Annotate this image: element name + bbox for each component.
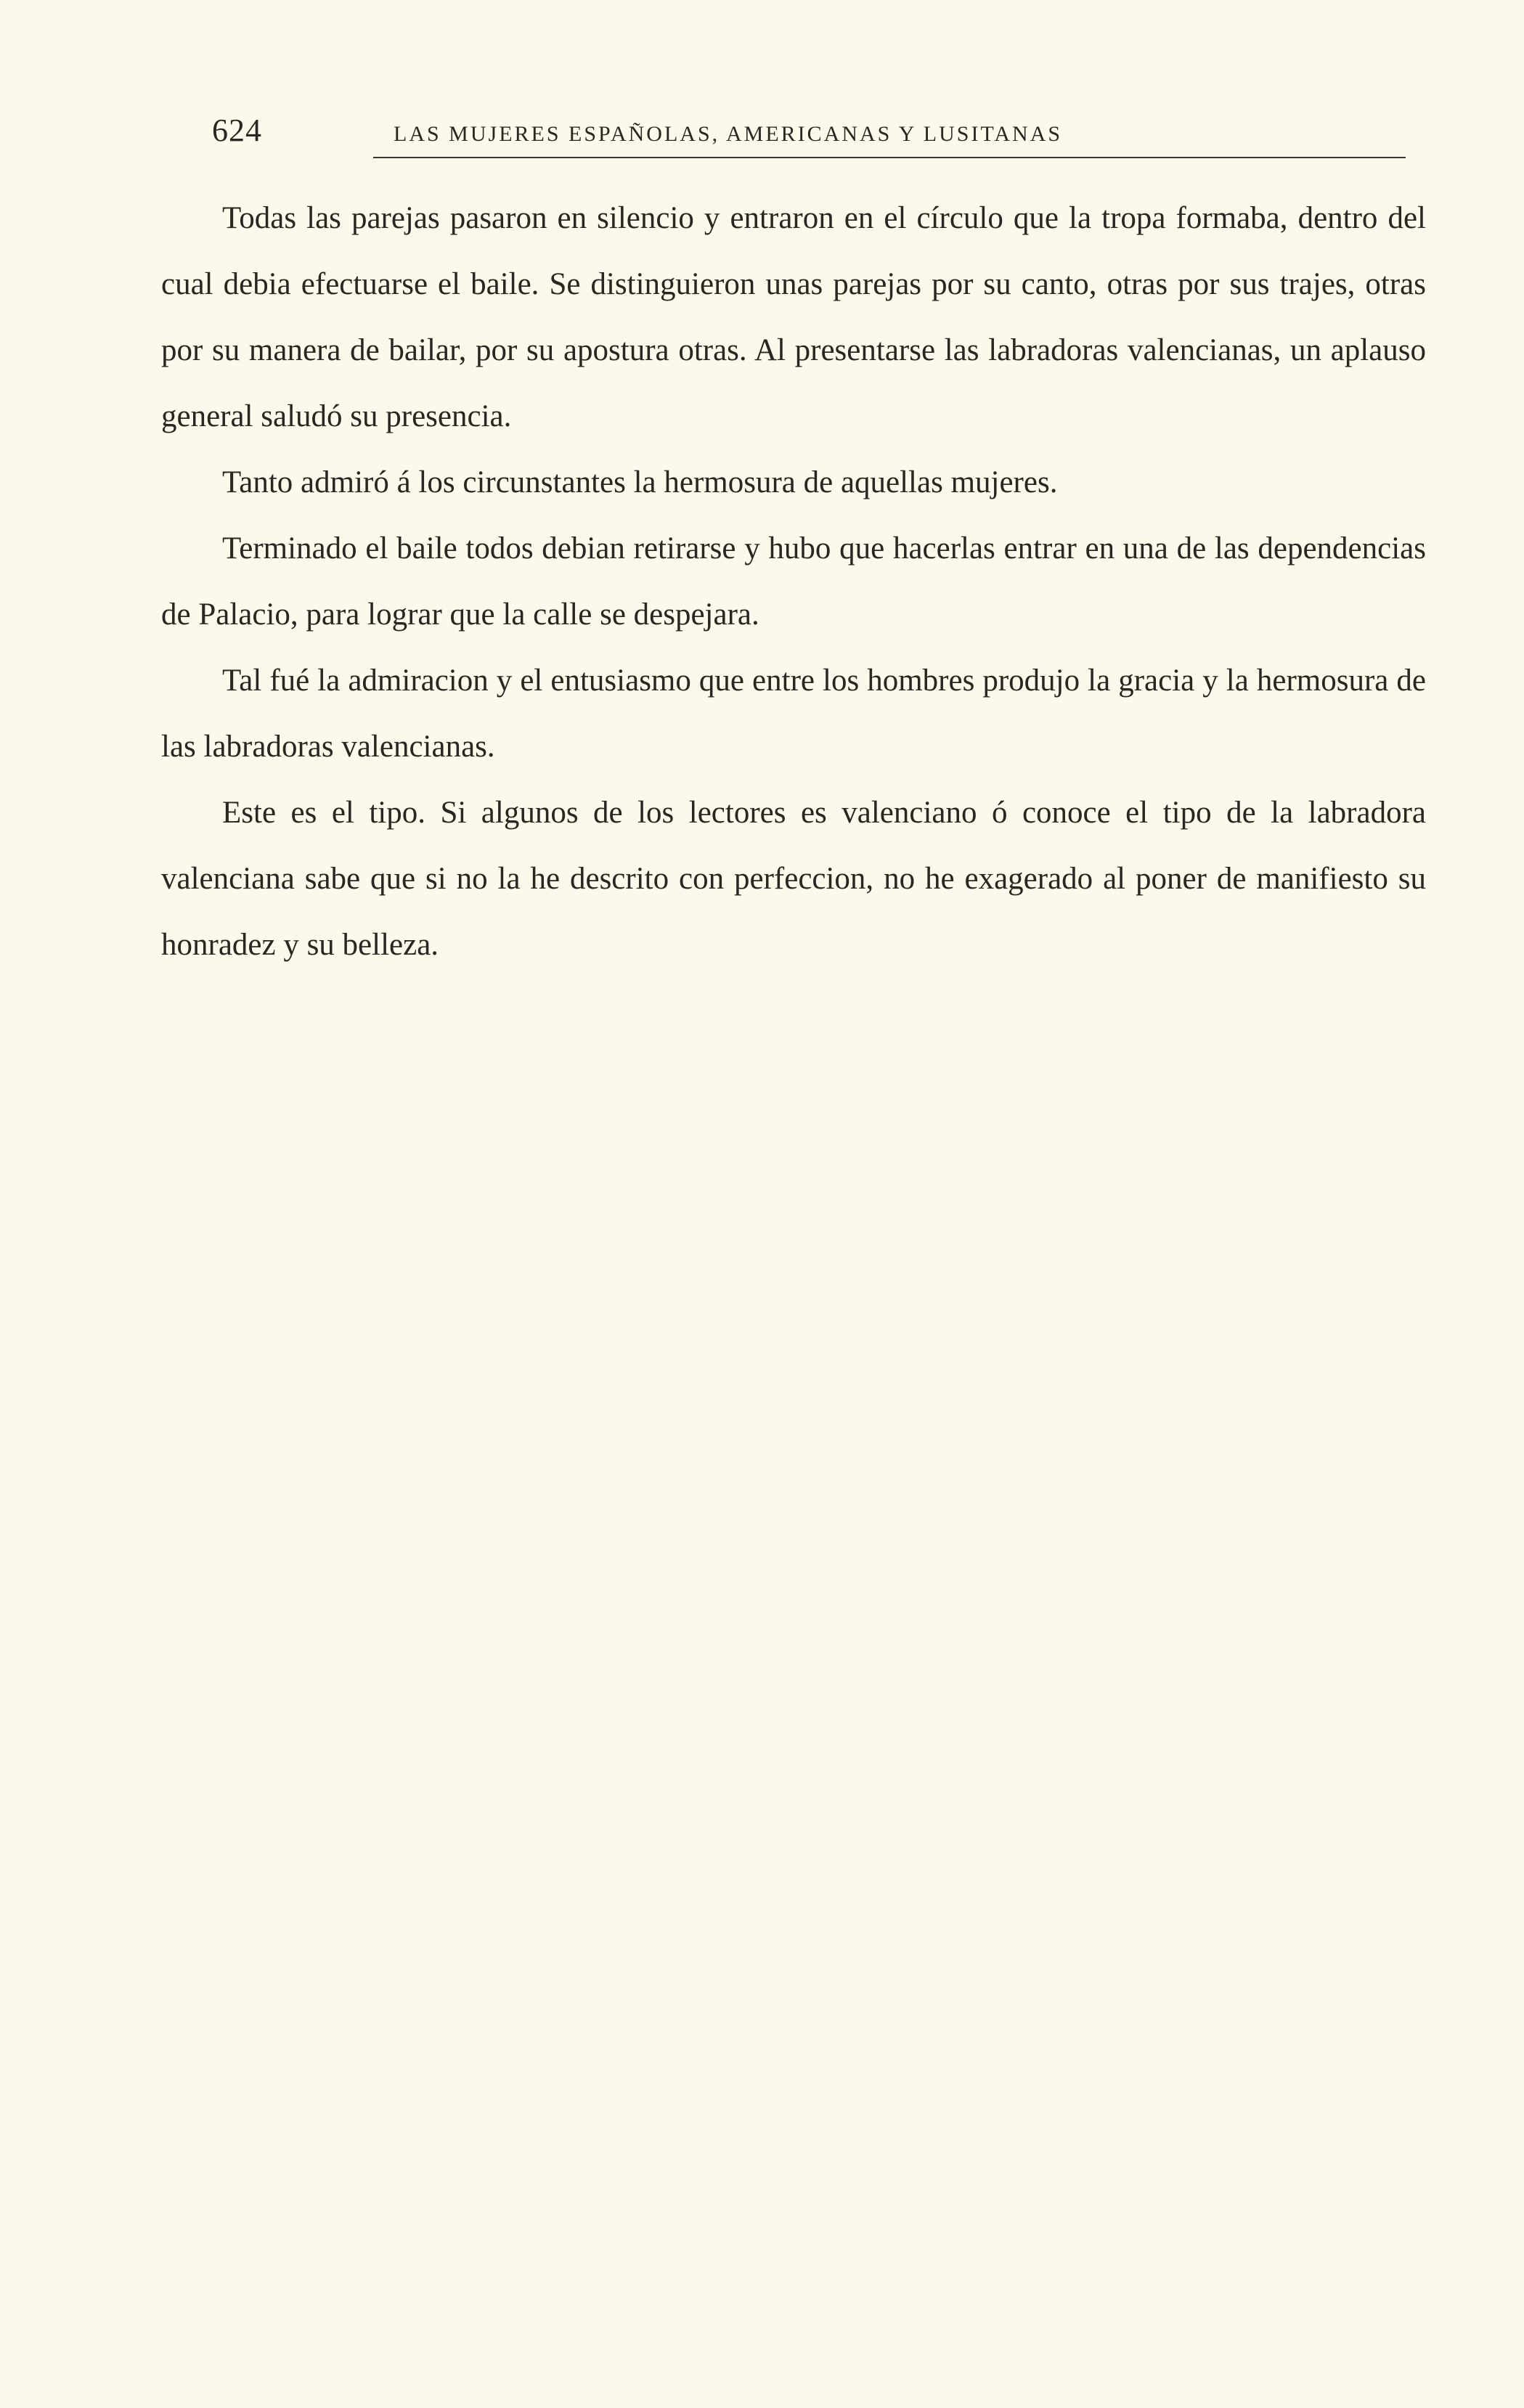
page-number: 624 [212,113,262,148]
paragraph: Este es el tipo. Si algunos de los lectores es valenciano ó conoce el tipo de la labradora valenciana sabe que si no la he descrito con perfeccion, no he exagerado al poner de manifiesto su honradez y su belleza. [161,796,1426,962]
header-rule [373,157,1406,158]
paragraph: Tal fué la admiracion y el entusiasmo que entre los hombres produjo la gracia y la hermosura de las labradoras valencianas. [161,664,1426,764]
body-text [161,185,1426,978]
paragraph: Terminado el baile todos debian retirarse y hubo que hacerlas entrar en una de las dependencias de Palacio, para lograr que la calle se despejara. [161,531,1426,632]
paragraph: Tanto admiró á los circunstantes la hermosura de aquellas mujeres. [222,465,1058,499]
page-header [212,107,1192,158]
running-title: LAS MUJERES ESPAÑOLAS, AMERICANAS Y LUSITANAS [394,122,1063,146]
paragraph: Todas las parejas pasaron en silencio y entraron en el círculo que la tropa formaba, dentro del cual debia efectuarse el baile. Se distinguieron unas parejas por su canto, otras por sus trajes, otras por su manera de bailar, por su apostura otras. Al presentarse las labradoras valencianas, un aplauso general saludó su presencia. [161,201,1426,433]
